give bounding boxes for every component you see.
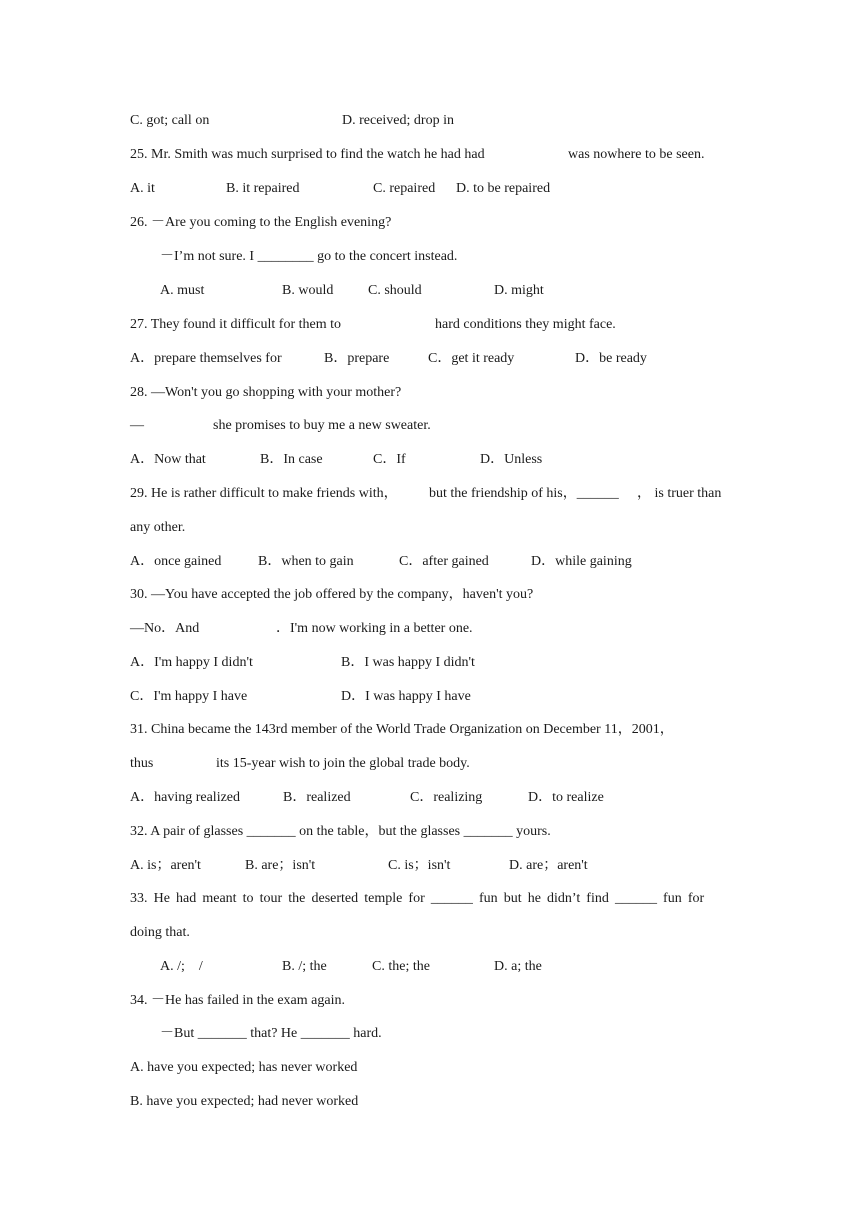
q27-option-a: A．prepare themselves for [130, 351, 282, 366]
q24-option-c: C. got; call on [130, 113, 210, 128]
q26-option-b: B. would [282, 283, 334, 298]
q30-line2-part2: ．I'm now working in a better one. [276, 621, 473, 636]
q28-option-a: A．Now that [130, 452, 206, 467]
q32-option-d: D. are；aren't [509, 858, 588, 873]
q25-option-b: B. it repaired [226, 181, 300, 196]
q32-stem-text: 32. A pair of glasses _______ on the table，but the glasses _______ yours. [130, 824, 551, 839]
q26-option-a: A. must [160, 283, 205, 298]
q29-stem-part3: ， is truer than [637, 486, 722, 501]
q27-option-c: C．get it ready [428, 351, 515, 366]
q29-option-b: B．when to gain [258, 554, 354, 569]
q26-line1: 26. －Are you coming to the English evening? [130, 215, 392, 230]
q30-line2-part1: —No．And [130, 621, 200, 636]
q28-option-c: C．If [373, 452, 406, 467]
q25-option-d: D. to be repaired [456, 181, 551, 196]
q29-option-c: C．after gained [399, 554, 489, 569]
q27-option-d: D．be ready [575, 351, 647, 366]
q31-cont-part2: its 15-year wish to join the global trade body. [216, 756, 470, 771]
q30-line1: 30. —You have accepted the job offered by the company，haven't you? [130, 587, 534, 602]
q25-stem-part1: 25. Mr. Smith was much surprised to find the watch he had had [130, 147, 485, 162]
q31-cont-part1: thus [130, 756, 154, 771]
q33-stem-text: 33. He had meant to tour the deserted temple for ______ fun but he didn’t find ______ fun for [130, 891, 705, 906]
q29-option-d: D．while gaining [531, 554, 632, 569]
q28-option-b: B．In case [260, 452, 323, 467]
q25-option-a: A. it [130, 181, 155, 196]
q31-option-b: B．realized [283, 790, 351, 805]
q32-option-a: A. is；aren't [130, 858, 201, 873]
q33-option-b: B. /; the [282, 959, 327, 974]
q33-option-c: C. the; the [372, 959, 430, 974]
q33-option-a: A. /; / [160, 959, 203, 974]
q26-option-d: D. might [494, 283, 544, 298]
q33-option-d: D. a; the [494, 959, 542, 974]
q32-option-b: B. are；isn't [245, 858, 316, 873]
q29-option-a: A．once gained [130, 554, 222, 569]
q30-option-b: B．I was happy I didn't [341, 655, 475, 670]
q27-stem-part1: 27. They found it difficult for them to [130, 317, 342, 332]
q28-line2: she promises to buy me a new sweater. [213, 418, 431, 433]
q29-stem-part1: 29. He is rather difficult to make friends with， [130, 486, 398, 501]
q30-option-c: C．I'm happy I have [130, 689, 248, 704]
q26-line2: －I’m not sure. I ________ go to the concert instead. [160, 249, 458, 264]
q34-option-a: A. have you expected; has never worked [130, 1060, 358, 1075]
q30-option-d: D．I was happy I have [341, 689, 471, 704]
q31-stem-text: 31. China became the 143rd member of the World Trade Organization on December 11，2001， [130, 722, 674, 737]
q31-option-d: D．to realize [528, 790, 604, 805]
q28-dash: — [130, 418, 144, 433]
q24-option-d: D. received; drop in [342, 113, 454, 128]
q28-option-d: D．Unless [480, 452, 543, 467]
q29-stem-part2: but the friendship of his，______ [429, 486, 619, 501]
q25-stem-part2: was nowhere to be seen. [568, 147, 705, 162]
q32-option-c: C. is；isn't [388, 858, 451, 873]
q34-line1: 34. －He has failed in the exam again. [130, 993, 345, 1008]
q34-line2: －But _______ that? He _______ hard. [160, 1026, 382, 1041]
q26-option-c: C. should [368, 283, 422, 298]
q29-stem-cont: any other. [130, 520, 186, 535]
q31-option-c: C．realizing [410, 790, 483, 805]
q25-option-c: C. repaired [373, 181, 436, 196]
q28-line1: 28. —Won't you go shopping with your mother? [130, 385, 402, 400]
q31-option-a: A．having realized [130, 790, 241, 805]
q27-option-b: B．prepare [324, 351, 390, 366]
q27-stem-part2: hard conditions they might face. [435, 317, 616, 332]
q33-stem-cont: doing that. [130, 925, 190, 940]
q34-option-b: B. have you expected; had never worked [130, 1094, 359, 1109]
q30-option-a: A．I'm happy I didn't [130, 655, 253, 670]
